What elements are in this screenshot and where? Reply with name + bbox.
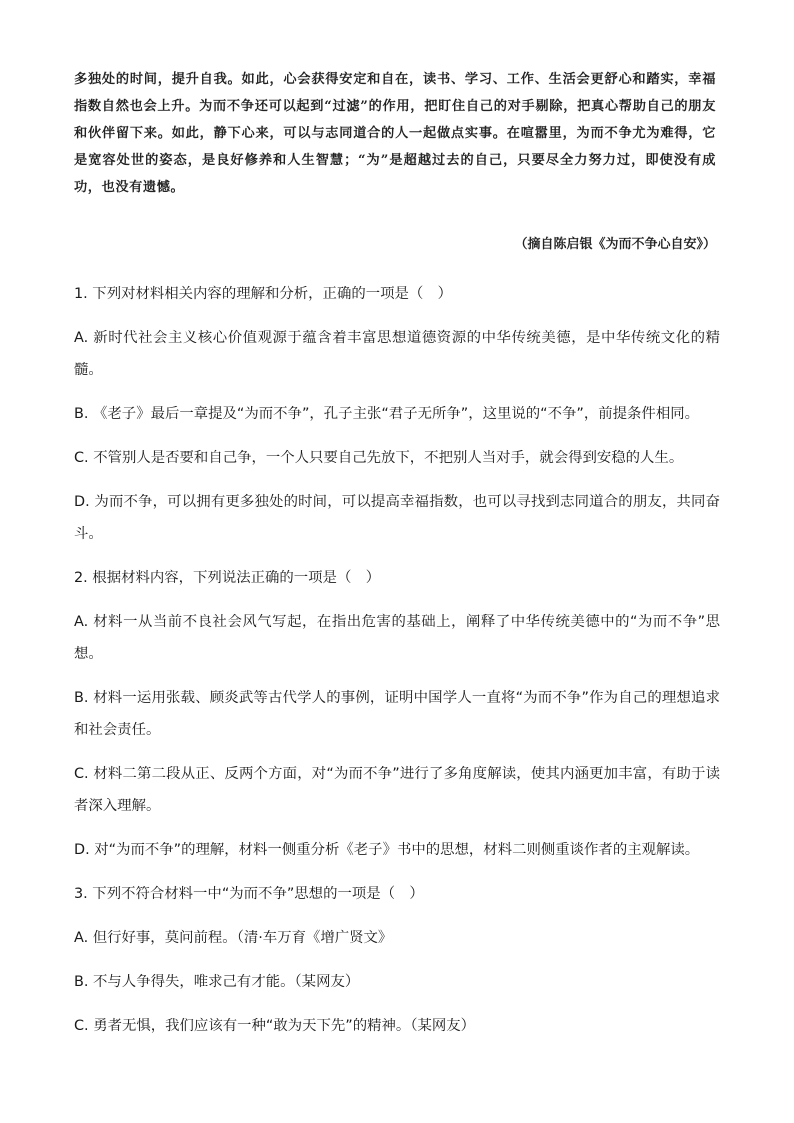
question-stem: 1. 下列对材料相关内容的理解和分析，正确的一项是（ ） bbox=[74, 286, 453, 302]
option-item: A. 材料一从当前不良社会风气写起，在指出危害的基础上，阐释了中华传统美德中的“为而不争”思想。 bbox=[74, 614, 720, 662]
option-item: A. 但行好事，莫问前程。（清·车万育《增广贤文》 bbox=[74, 930, 393, 946]
option-item: B. 材料一运用张载、顾炎武等古代学人的事例，证明中国学人一直将“为而不争”作为自己的理想追求和社会责任。 bbox=[74, 690, 720, 738]
passage-paragraph: 多独处的时间，提升自我。如此，心会获得安定和自在，读书、学习、工作、生活会更舒心和踏实，幸福指数自然也会上升。为而不争还可以起到“过滤”的作用，把盯住自己的对手剔除，把真心帮助自己的朋友和伙伴留下来。如此，静下心来，可以与志同道合的人一起做点实事。在喧嚣里，为而不争尤为难得，它是宽容处世的姿态，是良好修养和人生智慧；“为”是超越过去的自己，只要尽全力努力过，即使没有成功，也没有遗憾。 bbox=[74, 72, 716, 195]
question-stem: 3. 下列不符合材料一中“为而不争”思想的一项是（ ） bbox=[74, 886, 424, 902]
option-item: D. 对“为而不争”的理解，材料一侧重分析《老子》书中的思想，材料二则侧重谈作者的主观解读。 bbox=[74, 842, 700, 858]
option-item: C. 勇者无惧，我们应该有一种“敢为天下先”的精神。（某网友） bbox=[74, 1018, 476, 1034]
option-item: D. 为而不争，可以拥有更多独处的时间，可以提高幸福指数，也可以寻找到志同道合的朋友，共同奋斗。 bbox=[74, 494, 720, 542]
option-item: B. 不与人争得失，唯求己有才能。（某网友） bbox=[74, 974, 360, 990]
option-item: C. 不管别人是否要和自己争，一个人只要自己先放下，不把别人当对手，就会得到安稳的人生。 bbox=[74, 450, 684, 466]
option-item: A. 新时代社会主义核心价值观源于蕴含着丰富思想道德资源的中华传统美德，是中华传统文化的精髓。 bbox=[74, 330, 720, 378]
option-item: C. 材料二第二段从正、反两个方面，对“为而不争”进行了多角度解读，使其内涵更加丰富，有助于读者深入理解。 bbox=[74, 766, 720, 814]
passage-source: （摘自陈启银《为而不争心自安》） bbox=[514, 237, 716, 252]
question-section bbox=[74, 278, 720, 1054]
reading-passage bbox=[74, 66, 716, 201]
option-item: B. 《老子》最后一章提及“为而不争”，孔子主张“君子无所争”，这里说的“不争”，前提条件相同。 bbox=[74, 406, 699, 422]
question-stem: 2. 根据材料内容，下列说法正确的一项是（ ） bbox=[74, 570, 381, 586]
